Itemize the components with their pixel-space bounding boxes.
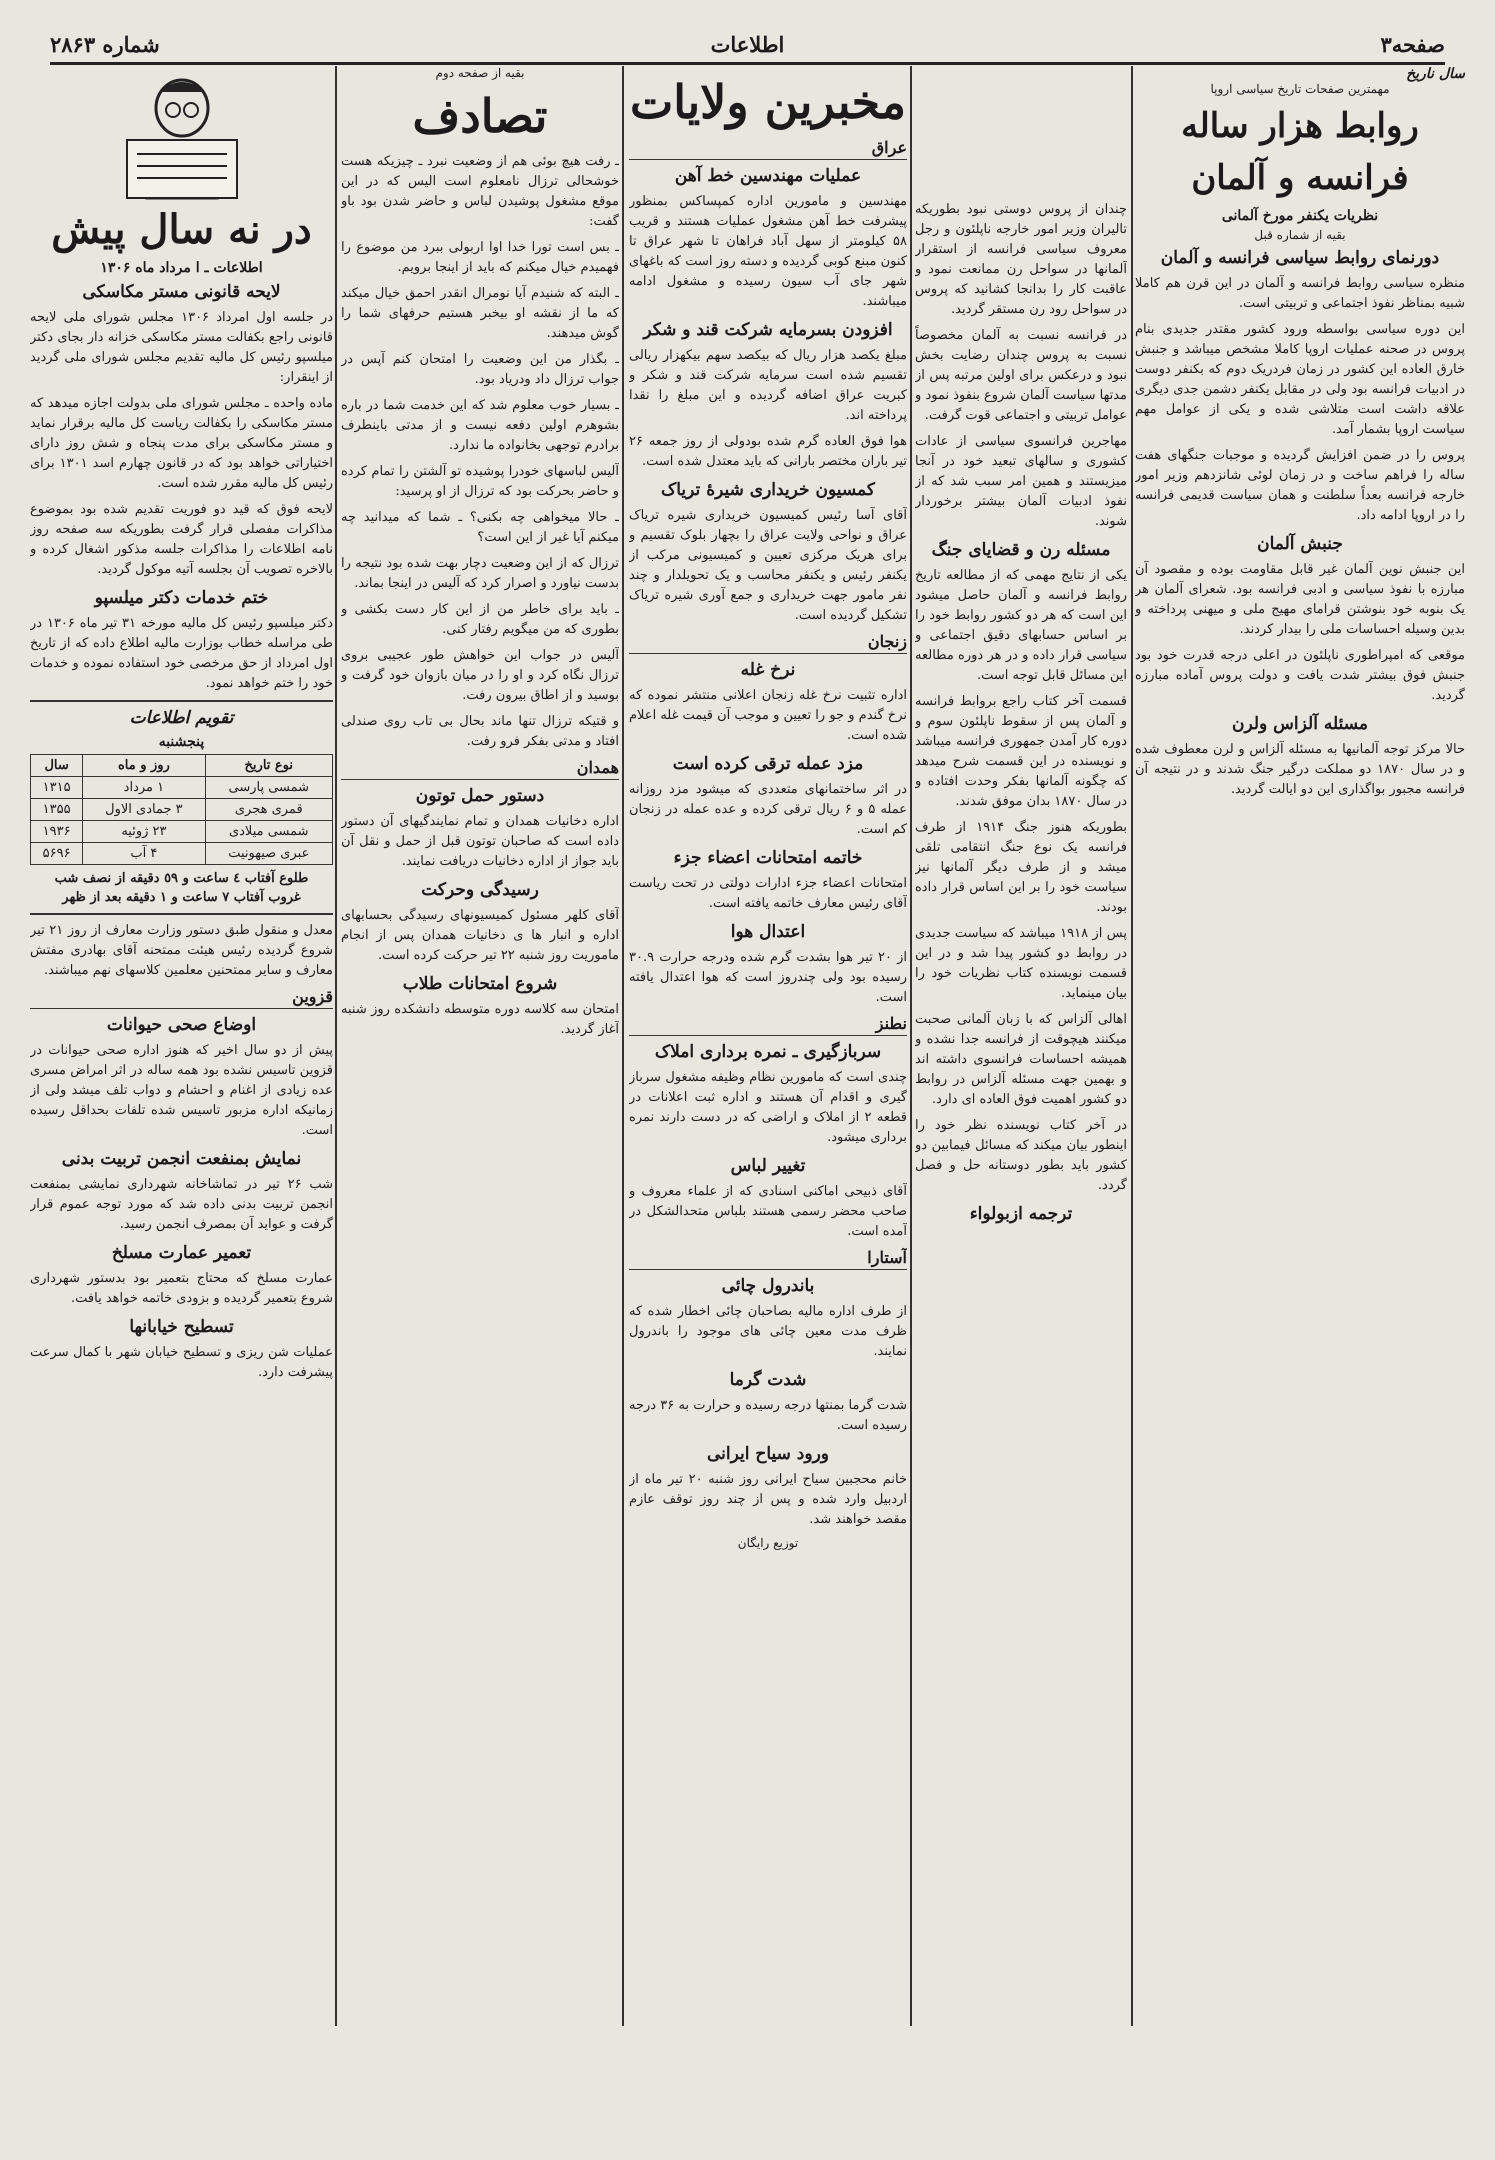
calendar-day: پنجشنبه (158, 734, 205, 750)
news-headline: تسطیح خیابانها (129, 1317, 234, 1337)
paragraph: این جنبش نوین آلمان غیر قابل مقاومت بوده و مقصود آن مبارزه با نفوذ سیاسی و ادبی فرانسه بود. شعرای آلمان هر یک بنوبه خود بنوشتن قرامای مهیج ملی و میهنی پرداخته و بدین وسیله احساسات ملی را بیدار کردند. (1135, 562, 1465, 637)
paragraph: ـ بگذار من این وضعیت را امتحان کنم آپس در جواب ترزال داد ودریاد بود. (341, 352, 619, 387)
paragraph: قسمت آخر کتاب راجع بروابط فرانسه و آلمان پس از سقوط ناپلئون سوم و دوره کار آمدن جمهوری فرانسه میباشد و نویسنده در این قسمت شرح میدهد که چگونه آلمانها بفکر وحدت افتاده و در سال ۱۸۷۰ بدان موفق شدند. (915, 694, 1127, 809)
paragraph: و قتیکه ترزال تنها ماند بحال بی تاب روی صندلی افتاد و مدتی بفکر فرو رفت. (341, 714, 619, 749)
news-headline: تغییر لباس (730, 1156, 806, 1176)
region-heading: قزوین (30, 987, 333, 1009)
calendar-box (30, 700, 333, 915)
table-cell: ۱ مرداد (83, 777, 205, 799)
news-headline: ختم خدمات دکتر میلسپو (94, 588, 269, 608)
paragraph: خانم محجبین سیاح ایرانی روز شنبه ۲۰ تیر ماه از اردبیل وارد شده و پس از چند روز توقف عازم مقصد خواهند شد. (629, 1472, 907, 1527)
column-history-article (1135, 66, 1465, 2026)
news-headline: نمایش بمنفعت انجمن تربیت بدنی (61, 1149, 302, 1169)
news-headline: رسیدگی وحرکت (421, 880, 539, 900)
news-headline: عملیات مهندسین خط آهن (674, 166, 862, 186)
table-header-cell: روز و ماه (83, 755, 205, 777)
table-header-row (31, 755, 333, 777)
table-cell: قمری هجری (205, 799, 332, 821)
paragraph: در فرانسه نسبت به آلمان مخصوصاً نسبت به پروس چندان رضایت بخش نبود و درعکس برای اولین مرتبه پس از مدتها سیاست آلمان شروع بنفوذ نمود و عوامل تربیتی و اجتماعی قوت گرفت. (915, 328, 1127, 423)
column-rule (910, 66, 912, 2026)
table-cell: شمسی میلادی (205, 821, 332, 843)
paragraph: این دوره سیاسی بواسطه ورود کشور مقتدر جدیدی بنام پروس در صحنه عملیات اروپا کاملا مشخص میباشد و جنبش خارق العاده این کشور در زمان فردریک دوم که بکنفر دوست در ادبیات فرانسه بود ولی در مقابل یکنفر دشمن جدی دیگری علاقه داشت است متلاشی شده و یکی از عوامل مهم سیاست اروپا بشمار آمد. (1135, 322, 1465, 437)
paragraph: عملیات شن ریزی و تسطیح خیابان شهر با کمال سرعت پیشرفت دارد. (30, 1345, 333, 1380)
table-cell: ۱۳۱۵ (31, 777, 83, 799)
column-title: در نه سال پیش (51, 206, 312, 253)
table-cell: ۴ آب (83, 843, 205, 865)
column-date: اطلاعات ـ ا مرداد ماه ۱۳۰۶ (100, 260, 263, 276)
paragraph: ـ حالا میخواهی چه بکنی؟ ـ شما که میدانید چه میکنم آیا غیر از این است؟ (341, 510, 619, 545)
paragraph: مبلغ یکصد هزار ریال که بیکصد سهم بیکهزار ریالی تقسیم شده است سرمایه شرکت قند و شکر و کبریت عراق اضافه گردیده و این مبلغ را نقدا پرداخته اند. (629, 348, 907, 423)
region-heading: همدان (341, 758, 619, 780)
news-headline: سربازگیری ـ نمره برداری املاک (654, 1042, 882, 1062)
paragraph: ـ بسیار خوب معلوم شد که این خدمت شما در باره بشوهرم اولین دفعه نیست و از مدتی باینطرف برادرم توجهی بخانواده ما ندارد. (341, 398, 619, 453)
paragraph: آقای کلهر مسئول کمیسیونهای رسیدگی بحسابهای اداره و انبار ها ی دخانیات همدان پس از انجام ماموریت روز شنبه ۲۲ تیر حرکت کرده است. (341, 908, 619, 963)
page-header (50, 28, 1445, 65)
table-row (31, 843, 333, 865)
paragraph: از طرف اداره مالیه بصاحبان چائی اخطار شده که ظرف مدت معین چائی های موجود را باندرول نمایند. (629, 1304, 907, 1359)
section-heading: دورنمای روابط سیاسی فرانسه و آلمان (1160, 248, 1440, 268)
table-row (31, 799, 333, 821)
paragraph: معدل و منقول طبق دستور وزارت معارف از روز ۲۱ تیر شروع گردیده رئیس هیئت ممتحنه آقای بهادری مفتش معارف و سایر ممتحنین معلمین کلاسهای نهم میباشند. (30, 923, 333, 978)
table-header-cell: سال (31, 755, 83, 777)
table-cell: شمسی پارسی (205, 777, 332, 799)
table-row (31, 777, 333, 799)
paragraph: مهندسین و مامورین اداره کمپساکس بمنظور پیشرفت خط آهن مشغول عملیات هستند و قریب ۵۸ کیلومتر از سهل آباد فراهان تا شهر عراق تا کنون مبنع کوبی گردیده و دسته روز است که باغهای شهر جای آب سیون رسیده و مشغول ادامه میباشند. (629, 194, 907, 309)
paragraph: ـ رفت هیچ بوئی هم از وضعیت نبرد ـ چیزیکه هست خوشحالی ترزال نامعلوم است الیس که در این موقع مشغول پوشیدن لباس و حاضر شدن بود باو گفت: (341, 154, 619, 229)
paragraph: امتحانات اعضاء جزء ادارات دولتی در تحت ریاست آقای رئیس معارف خاتمه یافته است. (629, 876, 907, 911)
paragraph: پس از ۱۹۱۸ میباشد که سیاست جدیدی در روابط دو کشور پیدا شد و در این قسمت نویسنده کتاب نظریات خود را بیان مینماید. (915, 926, 1127, 1001)
table-cell: عبری صیهونیت (205, 843, 332, 865)
paragraph: اداره دخانیات همدان و تمام نمایندگیهای آن دستور داده است که صاحبان توتون قبل از حمل و نقل آن باید جواز از اداره دخانیات دریافت نمایند. (341, 814, 619, 869)
paragraph: آلیس در جواب این خواهش طور عجیبی بروی ترزال نگاه کرد و او را در میان بازوان خود گرفت و بوسید و از اطاق بیرون رفت. (341, 648, 619, 703)
reader-cartoon-icon (107, 70, 257, 200)
news-headline: شدت گرما (729, 1370, 807, 1390)
section-heading: مسئله آلزاس ولرن (1232, 714, 1368, 734)
story-title: تصادف (412, 89, 548, 143)
calendar-title: تقویم اطلاعات (129, 708, 234, 728)
region-heading: زنجان (629, 632, 907, 654)
article-subtitle: نظریات یکنفر مورخ آلمانی (1221, 208, 1379, 224)
paragraph: آقای ذبیحی اماکنی اسنادی که از علماء معروف و صاحب محضر رسمی هستند بلباس متحدالشکل در آمده است. (629, 1184, 907, 1239)
column-rule (335, 66, 337, 2026)
paragraph: در جلسه اول امرداد ۱۳۰۶ مجلس شورای ملی لایحه قانونی راجع بکفالت مستر مکاسکی خزانه دار بجای دکتر میلسپو رئیس کل مالیه تقدیم مجلس شورای ملی گردید از اینقرار: (30, 310, 333, 385)
column-nine-years-ago (30, 66, 333, 2026)
news-headline: ورود سیاح ایرانی (706, 1444, 830, 1464)
paragraph: لایحه فوق که قید دو فوریت تقدیم شده بود بموضوع مذاکرات مفصلی قرار گرفت بطوریکه سه صفحه روز نامه اطلاعات را مذاکرات جلسه مذکور اشغال کرده و بالاخره تصویب آن بجلسه آتیه موکول گردید. (30, 502, 333, 577)
column-provincial-news (629, 66, 907, 2026)
paragraph: ـ بس است تورا خدا اوا اربولی ببرد من موضوع را فهمیدم خیال میکنم که باید از اینجا برویم. (341, 240, 619, 275)
paragraph: چندی است که مامورین نظام وظیفه مشغول سرباز گیری و اقدام آن هستند و اداره ثبت اعلانات در قطعه ۲ از املاک و اراضی که در دست دارند نمره برداری میشود. (629, 1070, 907, 1145)
paragraph: یکی از نتایج مهمی که از مطالعه تاریخ روابط فرانسه و آلمان حاصل میشود این است که هر دو کشور روابط خود را بر اساس حسابهای دقیق اجتماعی و سیاسی قرار داده و در هر دوره مطالعه این مسائل قابل توجه است. (915, 568, 1127, 683)
region-heading: نطنز (629, 1014, 907, 1036)
sunset-time: غروب آفتاب ۷ ساعت و ۱ دقیقه بعد از ظهر (62, 890, 301, 905)
paragraph: ـ باید برای خاطر من از این کار دست بکشی و بطوری که من میگویم رفتار کنی. (341, 602, 619, 637)
paragraph: ترزال که از این وضعیت دچار بهت شده بود نتیجه را بدست نیاورد و اصرار کرد که آلیس در اینجا بماند. (341, 556, 619, 591)
region-heading: آستارا (629, 1248, 907, 1270)
paragraph: در اثر ساختمانهای متعددی که میشود مزد روزانه عمله ۵ و ۶ ریال ترقی کرده و عده عمله در زنجان کم است. (629, 782, 907, 837)
column-title: مخبرین ولایات (630, 75, 906, 129)
table-row (31, 821, 333, 843)
column-story (341, 66, 619, 2026)
news-headline: دستور حمل توتون (415, 786, 545, 806)
paragraph: امتحان سه کلاسه دوره متوسطه دانشکده روز شنبه آغاز گردید. (341, 1002, 619, 1037)
paper-name: اطلاعات (710, 32, 785, 57)
continued-note: بقیه از صفحه دوم (435, 66, 525, 80)
paragraph: آلیس لباسهای خودرا پوشیده تو آلشتن را تمام کرده و حاضر بحرکت بود که ترزال از او پرسید: (341, 464, 619, 499)
paragraph: شدت گرما بمنتها درجه رسیده و حرارت به ۳۶ درجه رسیده است. (629, 1398, 907, 1433)
paragraph: موقعی که امپراطوری ناپلئون در اعلی درجه قدرت خود بود جنبش فوق بیشتر شدت یافت و دولت پروس آماده مبارزه گردید. (1135, 648, 1465, 703)
paragraph: منظره سیاسی روابط فرانسه و آلمان در این قرن هم کاملا شبیه بمناظر نفوذ اجتماعی و تربیتی است. (1135, 276, 1465, 311)
paragraph: پروس را در ضمن افزایش گردیده و موجبات جنگهای هفت ساله را فراهم ساخت و در زمان لوئی شانزدهم وزیر امور خارجه فرانسه بعداً سلطنت و همان سیاست قدیمی فرانسه را در اروپا ادامه داد. (1135, 448, 1465, 523)
section-tag: سال ناریخ (1406, 66, 1465, 82)
paragraph: ـ البته که شنیدم آیا نومرال انقدر احمق خیال میکند که ما از نقشه او بیخبر هستیم حرفهای شما را گوش میدهند. (341, 286, 619, 341)
news-headline: خاتمه امتحانات اعضاء جزء (673, 848, 863, 868)
news-headline: تعمیر عمارت مسلخ (111, 1243, 252, 1263)
footer-notice: توزیع رایگان (737, 1536, 799, 1550)
paragraph: از ۲۰ تیر هوا بشدت گرم شده ودرجه حرارت ۳۰.۹ رسیده بود ولی چندروز است که هوا اعتدال یافته است. (629, 950, 907, 1005)
column-rule (622, 66, 624, 2026)
section-heading: مسئله رن و قضایای جنگ (931, 540, 1111, 560)
column-history-continued (915, 200, 1127, 2160)
paragraph: اهالی آلزاس که با زبان آلمانی صحبت میکنند هیچوقت از فرانسه جدا نشده و همیشه احساسات فرانسوی داشته اند و بهمین جهت مسئله آلزاس در روابط دو کشور اهمیت فوق العاده ای دارد. (915, 1012, 1127, 1107)
news-headline: اوضاع صحی حیوانات (106, 1015, 257, 1035)
sunrise-time: طلوع آفتاب ٤ ساعت و ٥٩ دقيقه از نصف شب (54, 871, 309, 886)
page-number: صفحه۳ (1380, 32, 1445, 57)
paragraph: چندان از پروس دوستی نبود بطوریکه تالیران وزیر امور خارجه ناپلئون و رجل معروف سیاسی فرانسه از استقرار آلمانها در سواحل رن ممانعت نمود و عاقبت کار را بدانجا کشانید که پروس در سواحل رود رن مستقر گردید. (915, 202, 1127, 317)
issue-number: شماره ۲۸۶۳ (50, 32, 160, 57)
paragraph: دکتر میلسپو رئیس کل مالیه مورخه ۳۱ تیر ماه ۱۳۰۶ در طی مراسله خطاب بوزارت مالیه اطلاع داده که از تاریخ اول امرداد از حق مرخصی خود استفاده نموده و خدمات خود را ختم خواهد نمود. (30, 616, 333, 691)
column-rule (1131, 66, 1133, 2026)
section-heading: ترجمه ازبولواء (969, 1204, 1073, 1224)
table-cell: ۵۶۹۶ (31, 843, 83, 865)
table-cell: ۱۳۵۵ (31, 799, 83, 821)
paragraph: آقای آسا رئیس کمیسیون خریداری شیره تریاک عراق و نواحی ولایت عراق را بچهار بلوک تقسیم و برای هریک مرکزی تعیین و کمیسیونی مرکب از یکنفر رئیس و یکنفر محاسب و یک تحویلدار و چند نفر مامور جهت خریداری و جمع آوری شیره تریاک تشکیل گردیده است. (629, 508, 907, 623)
paragraph: در آخر کتاب نویسنده نظر خود را اینطور بیان میکند که مسائل فیمابین دو کشور باید بطور دوستانه حل و فصل گردد. (915, 1118, 1127, 1193)
news-headline: باندرول چائی (721, 1276, 815, 1296)
paragraph: هوا فوق العاده گرم شده بودولی از روز جمعه ۲۶ تیر باران مختصر بارانی که باید معتدل شده است. (629, 434, 907, 469)
article-kicker: مهمترین صفحات تاریخ سیاسی اروپا (1210, 82, 1390, 96)
article-title: روابط هزار ساله فرانسه و آلمان (1181, 106, 1419, 198)
calendar-table (30, 754, 333, 865)
news-headline: افزودن بسرمایه شرکت قند و شکر (643, 320, 893, 340)
paragraph: مهاجرین فرانسوی سیاسی از عادات کشوری و سالهای تبعید خود در آنجا میزیستند و همین امر سبب شد که از نفوذ ادبیات آلمان بیشتر برخوردار شوند. (915, 434, 1127, 529)
news-headline: شروع امتحانات طلاب (402, 974, 558, 994)
paragraph: اداره تثبیت نرخ غله زنجان اعلانی منتشر نموده که نرخ گندم و جو را تعیین و موجب آن قیمت غله اعلام شده است. (629, 688, 907, 743)
news-headline: نرخ غله (740, 660, 796, 680)
news-headline: مزد عمله ترقی کرده است (672, 754, 864, 774)
table-cell: ۲۳ ژوئیه (83, 821, 205, 843)
paragraph: شب ۲۶ تیر در تماشاخانه شهرداری نمایشی بمنفعت انجمن تربیت بدنی داده شد که مورد توجه عموم قرار گرفت و عواید آن بمصرف انجمن رسید. (30, 1177, 333, 1232)
paragraph: عمارت مسلخ که محتاج بتعمیر بود بدستور شهرداری شروع بتعمیر گردیده و بزودی خاتمه خواهد یافت. (30, 1271, 333, 1306)
table-header-cell: نوع تاریخ (205, 755, 332, 777)
news-headline: لایحه قانونی مستر مکاسکی (82, 282, 281, 302)
paragraph: بطوریکه هنوز جنگ ۱۹۱۴ از طرف فرانسه یک نوع جنگ انتقامی تلقی میشد و از طرف دیگر آلمانها نیز سیاست خود را بر این اساس قرار داده بودند. (915, 820, 1127, 915)
region-heading: عراق (629, 138, 907, 160)
table-cell: ۱۹۳۶ (31, 821, 83, 843)
section-heading: جنبش آلمان (1257, 534, 1343, 554)
paragraph: پیش از دو سال اخیر که هنوز اداره صحی حیوانات در قزوین تاسیس نشده بود همه ساله در اثر امراض مسری عده زیادی از اغنام و احشام و دواب تلف میشد ولی از زمانیکه اداره مزبور تاسیس شده تلفات بحداقل رسیده است. (30, 1043, 333, 1138)
continued-note: بقیه از شماره قبل (1254, 228, 1346, 242)
news-headline: اعتدال هوا (730, 922, 806, 942)
table-cell: ۳ جمادی الاول (83, 799, 205, 821)
paragraph: ماده واحده ـ مجلس شورای ملی بدولت اجازه میدهد که مستر مکاسکی را بکفالت ریاست کل مالیه برقرار نماید و مستر مکاسکی برای مدت پنجاه و شش روز دارای اختیاراتی خواهد بود که در قانون چهارم اسد ۱۳۰۱ برای رئیس کل مالیه مقرر شده است. (30, 396, 333, 491)
news-headline: کمسیون خریداری شیرهٔ تریاک (661, 480, 875, 500)
paragraph: حالا مرکز توجه آلمانیها به مسئله آلزاس و لرن معطوف شده و در سال ۱۸۷۰ دو مملکت درگیر جنگ شدند و در نتیجه آن فرانسه مجبور بواگذاری این دو ایالت گردید. (1135, 742, 1465, 797)
